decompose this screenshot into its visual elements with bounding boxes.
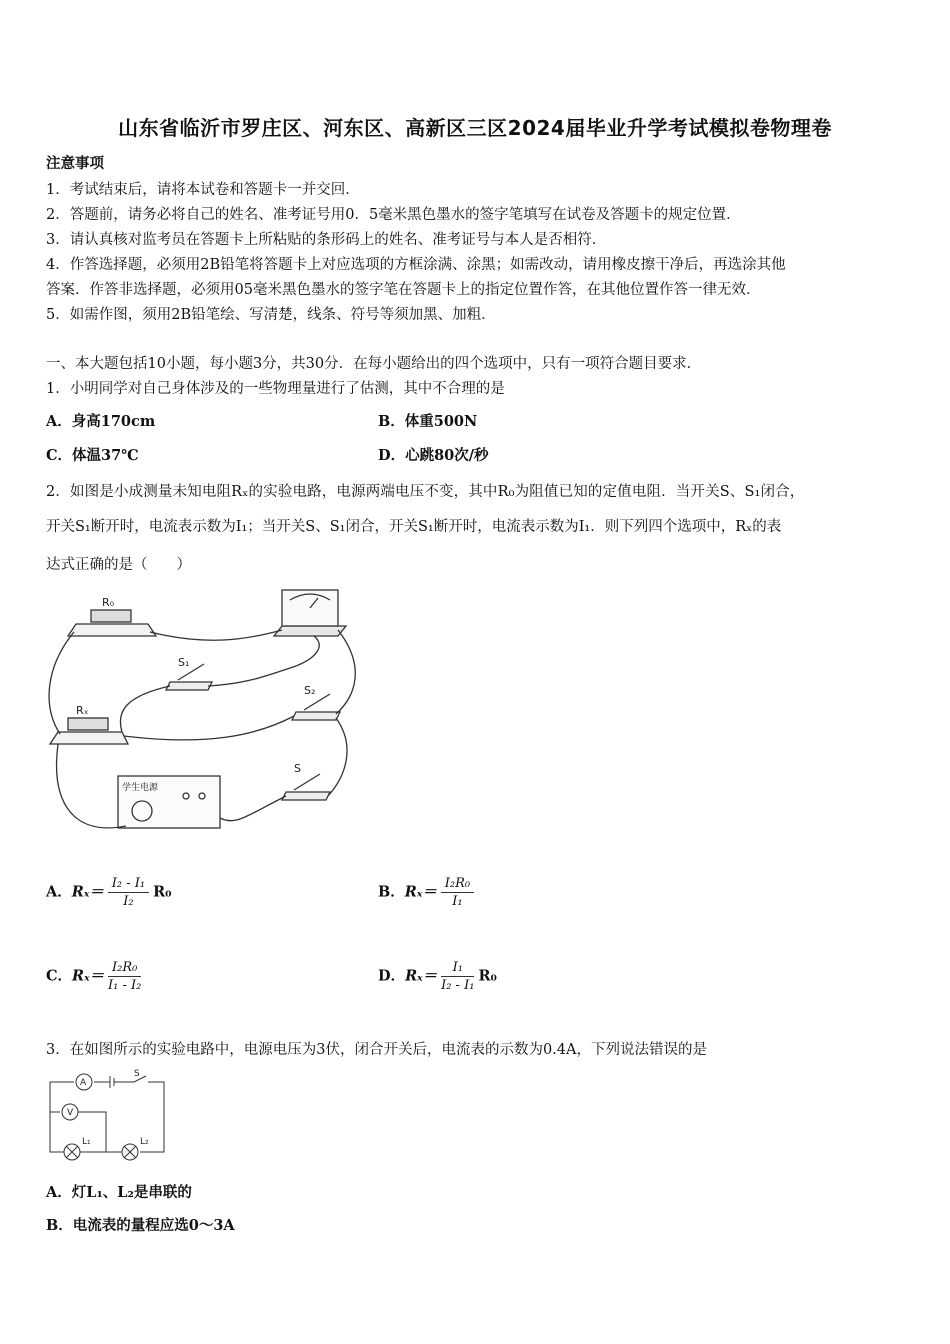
section-heading: 一、本大题包括10小题，每小题3分，共30分．在每小题给出的四个选项中，只有一项符合题目要求． (46, 356, 702, 372)
q2-option-d: D．Rₓ＝ $\frac{\text{I₁}}{\text{I₂ - I₁}}$ R₀ (378, 960, 497, 993)
q3-stem: 3．在如图所示的实验电路中，电源电压为3伏，闭合开关后，电流表的示数为0.4A，下列说法错误的是 (46, 1042, 707, 1058)
fig-label-s2: S₂ (304, 684, 316, 697)
fig-label-r0: R₀ (102, 596, 115, 609)
q2-d-fraction: $\frac{\text{I₁}}{\text{I₂ - I₁}}$ (441, 960, 475, 993)
q2-option-c: C．Rₓ＝ $\frac{\text{I₂R₀}}{\text{I₁ - I₂}}$ (46, 960, 142, 993)
q2-stem-line1: 2．如图是小成测量未知电阻Rₓ的实验电路，电源两端电压不变，其中R₀为阻值已知的定值电阻．当开关S、S₁闭合， (46, 484, 805, 500)
notice-item-4-cont: 答案．作答非选择题，必须用05毫米黑色墨水的签字笔在答题卡上的指定位置作答，在其他位置作答一律无效． (46, 282, 761, 298)
notice-item-3: 3．请认真核对监考员在答题卡上所粘贴的条形码上的姓名、准考证号与本人是否相符． (46, 232, 607, 248)
q3-label-l1: L₁ (82, 1137, 91, 1147)
fig-label-rx: Rₓ (76, 704, 89, 717)
q2-a-fraction: $\frac{\text{I₂ - I₁}}{\text{I₂}}$ (108, 876, 149, 909)
q1-option-d: D．心跳80次/秒 (378, 447, 489, 464)
fig-label-power: 学生电源 (122, 783, 159, 793)
q2-b-fraction: $\frac{\text{I₂R₀}}{\text{I₁}}$ (441, 876, 474, 909)
q3-label-a: A (80, 1078, 87, 1088)
q1-option-c: C．体温37℃ (46, 447, 139, 464)
notice-item-2: 2．答题前，请务必将自己的姓名、准考证号用0．5毫米黑色墨水的签字笔填写在试卷及答题卡的规定位置． (46, 207, 741, 223)
q3-label-s: S (134, 1069, 140, 1079)
q2-option-a: A．Rₓ＝ $\frac{\text{I₂ - I₁}}{\text{I₂}}$ R₀ (46, 876, 172, 909)
q2-c-fraction: $\frac{\text{I₂R₀}}{\text{I₁ - I₂}}$ (108, 960, 142, 993)
page-title: 山东省临沂市罗庄区、河东区、高新区三区2024届毕业升学考试模拟卷物理卷 (118, 116, 832, 140)
q3-option-a: A．灯L₁、L₂是串联的 (46, 1184, 192, 1201)
q3-label-l2: L₂ (140, 1137, 149, 1147)
notice-item-5: 5．如需作图，须用2B铅笔绘、写清楚，线条、符号等须加黑、加粗． (46, 307, 496, 323)
q2-stem-line2: 开关S₁断开时，电流表示数为I₁；当开关S、S₁闭合，开关S₁断开时，电流表示数为I₁．则下列四个选项中，Rₓ的表 (46, 519, 782, 535)
q3-circuit-figure (46, 1068, 170, 1164)
fig-label-s: S (294, 762, 301, 775)
q1-option-b: B．体重500N (378, 413, 478, 430)
q2-option-b: B．Rₓ＝ $\frac{\text{I₂R₀}}{\text{I₁}}$ (378, 876, 478, 909)
q1-option-a: A．身高170cm (46, 413, 156, 430)
q3-option-b: B．电流表的量程应选0～3A (46, 1217, 235, 1234)
q1-stem: 1．小明同学对自己身体涉及的一些物理量进行了估测，其中不合理的是 (46, 381, 505, 397)
fig-label-s1: S₁ (178, 656, 190, 669)
notice-item-1: 1．考试结束后，请将本试卷和答题卡一并交回． (46, 182, 360, 198)
q2-circuit-figure (46, 586, 366, 842)
notice-item-4: 4．作答选择题，必须用2B铅笔将答题卡上对应选项的方框涂满、涂黑；如需改动，请用橡皮擦干净后，再选涂其他 (46, 257, 786, 273)
q3-label-v: V (67, 1108, 74, 1118)
notice-heading: 注意事项 (46, 155, 104, 172)
q2-stem-line3: 达式正确的是（ ） (46, 557, 191, 573)
